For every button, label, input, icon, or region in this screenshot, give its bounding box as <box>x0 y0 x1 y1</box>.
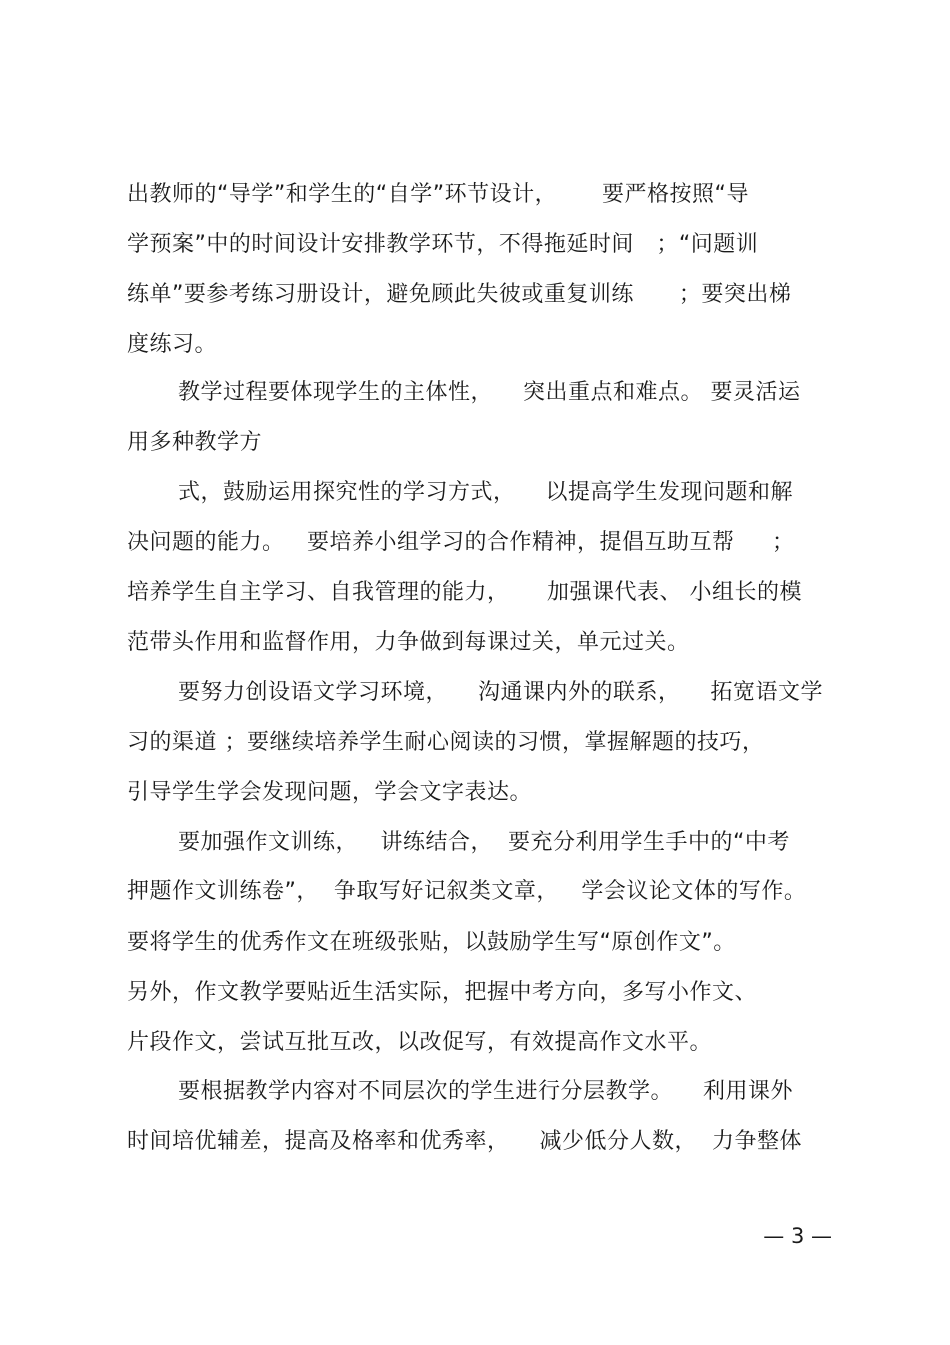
text-line: 范带头作用和监督作用，力争做到每课过关，单元过关。 <box>127 630 690 655</box>
page-number: — 3 — <box>763 1224 832 1248</box>
text-line: 决问题的能力。 要培养小组学习的合作精神，提倡互助互帮 ； <box>127 530 795 555</box>
text-line: 练单”要参考练习册设计，避免顾此失彼或重复训练 ；要突出梯 <box>127 282 792 307</box>
text-line: 要根据教学内容对不同层次的学生进行分层教学。 利用课外 <box>178 1079 793 1104</box>
text-line: 片段作文，尝试互批互改，以改促写，有效提高作文水平。 <box>127 1030 713 1055</box>
text-line: 出教师的“导学”和学生的“自学”环节设计， 要严格按照“导 <box>127 182 749 207</box>
text-line: 学预案”中的时间设计安排教学环节，不得拖延时间 ；“问题训 <box>127 232 759 257</box>
text-line: 时间培优辅差，提高及格率和优秀率， 减少低分人数， 力争整体 <box>127 1129 802 1154</box>
text-line: 引导学生学会发现问题，学会文字表达。 <box>127 780 533 805</box>
text-line: 押题作文训练卷”， 争取写好记叙类文章， 学会议论文体的写作。 <box>127 879 807 904</box>
text-line: 教学过程要体现学生的主体性， 突出重点和难点。 要灵活运 <box>178 380 801 405</box>
text-line: 习的渠道 ；要继续培养学生耐心阅读的习惯，掌握解题的技巧， <box>127 730 765 755</box>
text-line: 要将学生的优秀作文在班级张贴，以鼓励学生写“原创作文”。 <box>127 930 736 955</box>
text-line: 用多种教学方 <box>127 430 263 455</box>
text-line: 培养学生自主学习、自我管理的能力， 加强课代表、 小组长的模 <box>127 580 802 605</box>
text-line: 要努力创设语文学习环境， 沟通课内外的联系， 拓宽语文学 <box>178 680 823 705</box>
text-line: 要加强作文训练， 讲练结合， 要充分利用学生手中的“中考 <box>178 830 790 855</box>
text-line: 度练习。 <box>127 332 218 357</box>
text-line: 另外，作文教学要贴近生活实际，把握中考方向，多写小作文、 <box>127 980 758 1005</box>
text-line: 式，鼓励运用探究性的学习方式， 以提高学生发现问题和解 <box>178 480 793 505</box>
